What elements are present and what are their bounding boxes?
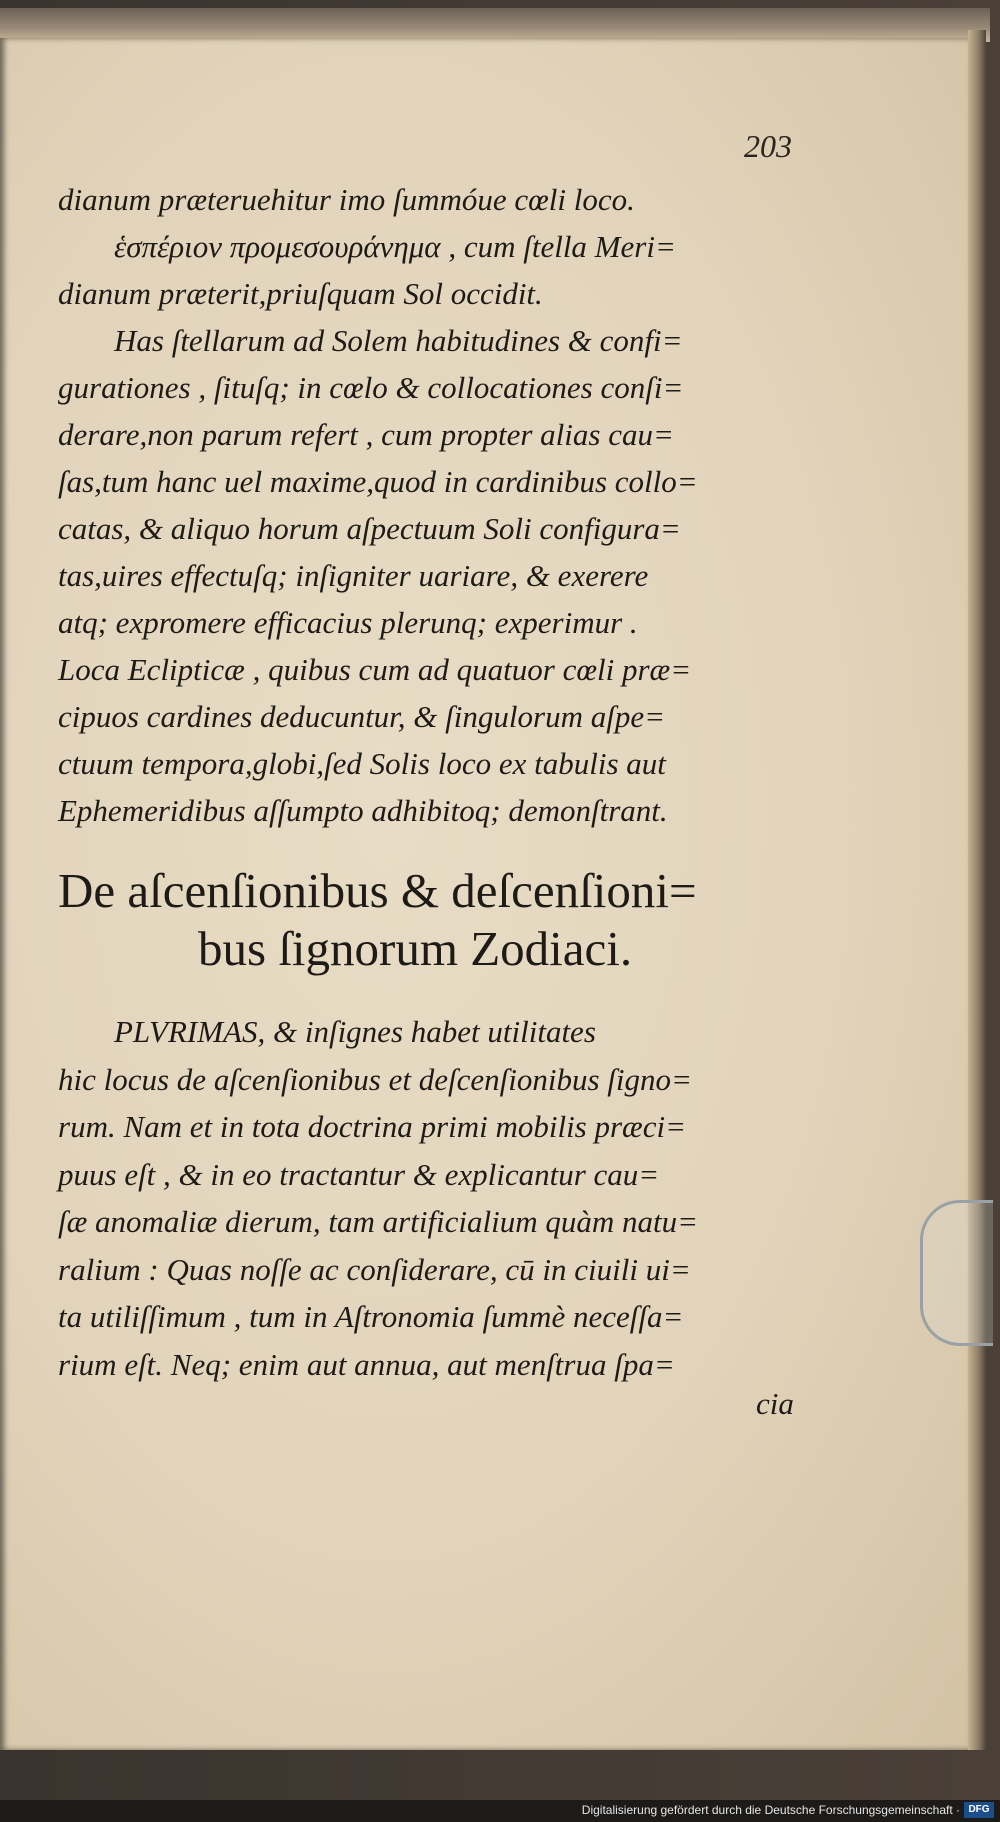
page-right-edge	[968, 30, 986, 1750]
text-line: PLVRIMAS, & inſignes habet utilitates	[114, 1014, 596, 1049]
text-line: dianum præteruehitur imo ſummóue cœli loco.	[58, 182, 635, 217]
heading-line: De aſcenſionibus & deſcenſioni=	[58, 863, 697, 918]
text-line: Loca Eclipticæ , quibus cum ad quatuor cœli præ=	[58, 652, 692, 687]
text-line: Has ſtellarum ad Solem habitudines & confi=	[114, 323, 683, 358]
text-line: derare,non parum refert , cum propter alias cau=	[58, 417, 674, 452]
text-line: Ephemeridibus aſſumpto adhibitoq; demonſtrant.	[58, 793, 668, 828]
text-line: ta utiliſſimum , tum in Aſtronomia ſummè neceſſa=	[58, 1299, 684, 1334]
text-line: ἑσπέριον προμεσουράνημα , cum ſtella Meri=	[114, 229, 676, 264]
dfg-logo-icon: DFG	[964, 1802, 994, 1818]
text-line: rum. Nam et in tota doctrina primi mobilis præci=	[58, 1109, 687, 1144]
page-clip	[920, 1200, 993, 1346]
catchword: cia	[756, 1386, 794, 1421]
text-line: dianum præterit,priuſquam Sol occidit.	[58, 276, 543, 311]
text-block-bottom	[58, 1008, 798, 1388]
text-line: cipuos cardines deducuntur, & ſingulorum aſpe=	[58, 699, 665, 734]
text-line: rium eſt. Neq; enim aut annua, aut menſtrua ſpa=	[58, 1346, 675, 1382]
text-line: catas, & aliquo horum aſpectuum Soli configura=	[58, 511, 681, 546]
page-top-edge	[0, 8, 990, 42]
text-line: gurationes , ſituſq; in cœlo & collocationes conſi=	[58, 370, 684, 405]
text-line: atq; expromere efficacius plerunq; experimur .	[58, 605, 638, 640]
section-heading	[58, 862, 838, 978]
text-line: hic locus de aſcenſionibus et deſcenſionibus ſigno=	[58, 1061, 692, 1097]
text-line: ctuum tempora,globi,ſed Solis loco ex tabulis aut	[58, 746, 666, 781]
text-line: ralium : Quas noſſe ac conſiderare, cū in ciuili ui=	[58, 1251, 691, 1287]
text-line: ſæ anomaliæ dierum, tam artificialium quàm natu=	[58, 1204, 699, 1239]
text-line: puus eſt , & in eo tractantur & explicantur cau=	[58, 1156, 660, 1192]
page-number: 203	[744, 128, 792, 164]
text-line: ſas,tum hanc uel maxime,quod in cardinibus collo=	[58, 464, 698, 499]
text-line: tas,uires effectuſq; inſigniter uariare, & exerere	[58, 558, 649, 593]
heading-line: bus ſignorum Zodiaci.	[198, 921, 633, 976]
footer-credit: Digitalisierung gefördert durch die Deutsche Forschungsgemeinschaft ·	[581, 1803, 960, 1817]
text-block-top	[58, 176, 788, 834]
